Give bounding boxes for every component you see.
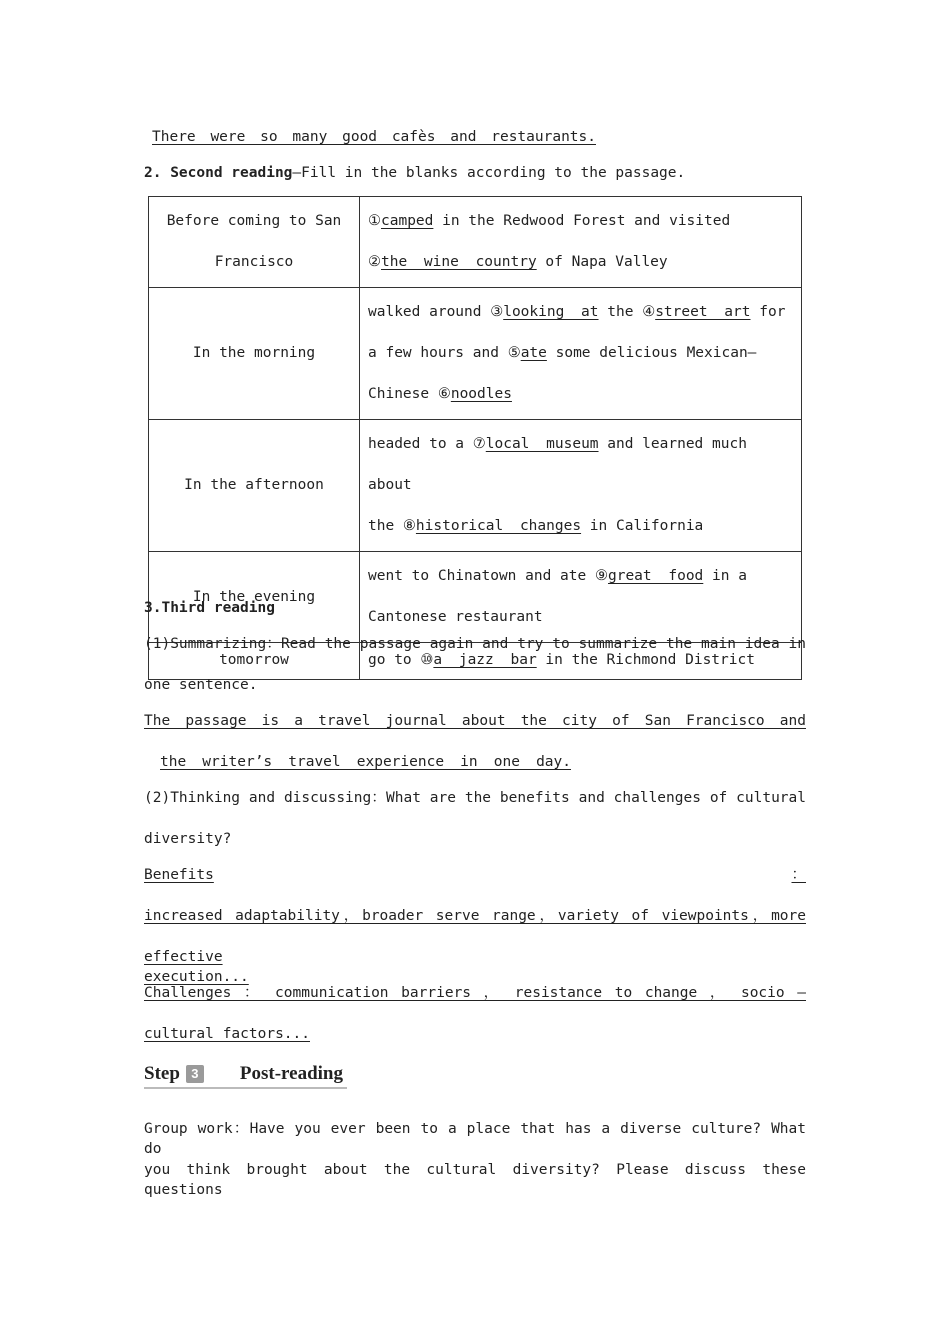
- activity-text: some delicious Mexican—: [546, 345, 757, 361]
- third-reading-label: 3.Third reading: [144, 600, 275, 616]
- answer-1-line: The passage is a travel journal about the city of San Francisco and: [144, 713, 806, 729]
- blank-answer: a jazz bar: [433, 652, 537, 668]
- activity-cell: [360, 288, 802, 420]
- benefits-text: effective execution...: [144, 949, 249, 985]
- table-row: [149, 197, 802, 288]
- activity-text: went to Chinatown and ate: [368, 568, 595, 584]
- step-underline: [144, 1087, 347, 1089]
- blank-number: ⑦: [472, 436, 486, 452]
- activity-text: of Napa Valley: [536, 254, 668, 270]
- question-2-line: diversity?: [144, 831, 232, 847]
- activity-text: in a: [703, 568, 747, 584]
- step-3-heading: [144, 1060, 343, 1088]
- time-cell: In the afternoon: [149, 420, 360, 552]
- first-reading-answer: There were so many good cafès and restaurants.: [152, 129, 596, 145]
- activity-text: and learned much about: [368, 436, 747, 493]
- activity-text: in California: [581, 518, 704, 534]
- second-reading-label: 2. Second reading: [144, 165, 293, 181]
- blank-number: ④: [642, 304, 656, 320]
- table-row: [149, 288, 802, 420]
- benefits-line: [144, 865, 806, 885]
- blank-number: ⑤: [507, 345, 521, 361]
- blank-answer: great food: [607, 568, 704, 584]
- activity-line: [368, 556, 793, 597]
- blank-answer: historical changes: [415, 518, 582, 534]
- activity-text: for: [750, 304, 786, 320]
- activity-text: in the Redwood Forest and visited: [433, 213, 731, 229]
- activity-line: [368, 242, 793, 283]
- blank-answer: looking at: [503, 304, 599, 320]
- table-row: [149, 420, 802, 552]
- activity-text: headed to a: [368, 436, 473, 452]
- activity-line: [368, 424, 793, 506]
- blank-answer: camped: [381, 213, 434, 229]
- question-1-line: one sentence.: [144, 677, 258, 693]
- challenges-text: cultural factors...: [144, 1026, 310, 1042]
- blank-number: ③: [490, 304, 504, 320]
- benefits-text: increased adaptability，broader serve range，variety of viewpoints，more: [144, 908, 806, 924]
- blank-number: ⑥: [437, 386, 451, 402]
- blank-number: ⑨: [594, 568, 608, 584]
- step-title: Post-reading: [239, 1063, 343, 1084]
- activity-line: [368, 506, 793, 547]
- activity-text: in the Richmond District: [536, 652, 755, 668]
- blank-number: ②: [368, 254, 381, 270]
- activity-line: [368, 292, 793, 333]
- blank-answer: the wine country: [381, 254, 537, 270]
- benefits-colon: ：: [791, 867, 806, 883]
- step-word: Step: [144, 1063, 180, 1084]
- second-reading-heading: [144, 163, 806, 183]
- activity-text: a few hours and: [368, 345, 508, 361]
- activity-line: [368, 333, 793, 374]
- time-label: Before coming to San: [166, 213, 342, 229]
- benefits-label: Benefits: [144, 867, 214, 883]
- question-2-line: (2)Thinking and discussing：What are the benefits and challenges of cultural: [144, 790, 806, 806]
- time-cell: [149, 197, 360, 288]
- second-reading-instruction: —Fill in the blanks according to the passage.: [292, 165, 686, 181]
- time-cell: tomorrow: [149, 643, 360, 680]
- challenges-text: Challenges ： communication barriers ， resistance to change ， socio —: [144, 985, 806, 1001]
- activity-text: walked around: [368, 304, 491, 320]
- activity-cell: [360, 420, 802, 552]
- activity-text: go to: [368, 652, 421, 668]
- activity-line: [368, 201, 793, 242]
- activity-text: Chinese: [368, 386, 438, 402]
- activity-line: Cantonese restaurant: [368, 609, 543, 625]
- blank-number: ⑧: [402, 518, 416, 534]
- group-work-line: you think brought about the cultural diversity? Please discuss these questions: [144, 1162, 806, 1198]
- activity-text: the: [598, 304, 643, 320]
- group-work-line: Group work：Have you ever been to a place that has a diverse culture? What do: [144, 1121, 806, 1157]
- third-reading-heading: [144, 598, 806, 618]
- activity-line: [368, 374, 793, 415]
- blank-answer: noodles: [450, 386, 512, 402]
- blank-number: ①: [368, 213, 381, 229]
- time-label: Francisco: [214, 254, 294, 270]
- blank-answer: local museum: [485, 436, 599, 452]
- time-cell: In the morning: [149, 288, 360, 420]
- question-1-line: (1)Summarizing：Read the passage again and try to summarize the main idea in: [144, 636, 806, 652]
- activity-cell: [360, 197, 802, 288]
- activity-text: the: [368, 518, 403, 534]
- answer-1-line: the writer’s travel experience in one day.: [160, 754, 571, 770]
- table-row: [149, 552, 802, 643]
- activity-cell: [360, 552, 802, 643]
- blank-answer: street art: [655, 304, 751, 320]
- blank-number: ⑩: [420, 652, 434, 668]
- blank-answer: ate: [520, 345, 547, 361]
- time-cell: In the evening: [149, 552, 360, 643]
- step-number-badge: 3: [186, 1065, 204, 1083]
